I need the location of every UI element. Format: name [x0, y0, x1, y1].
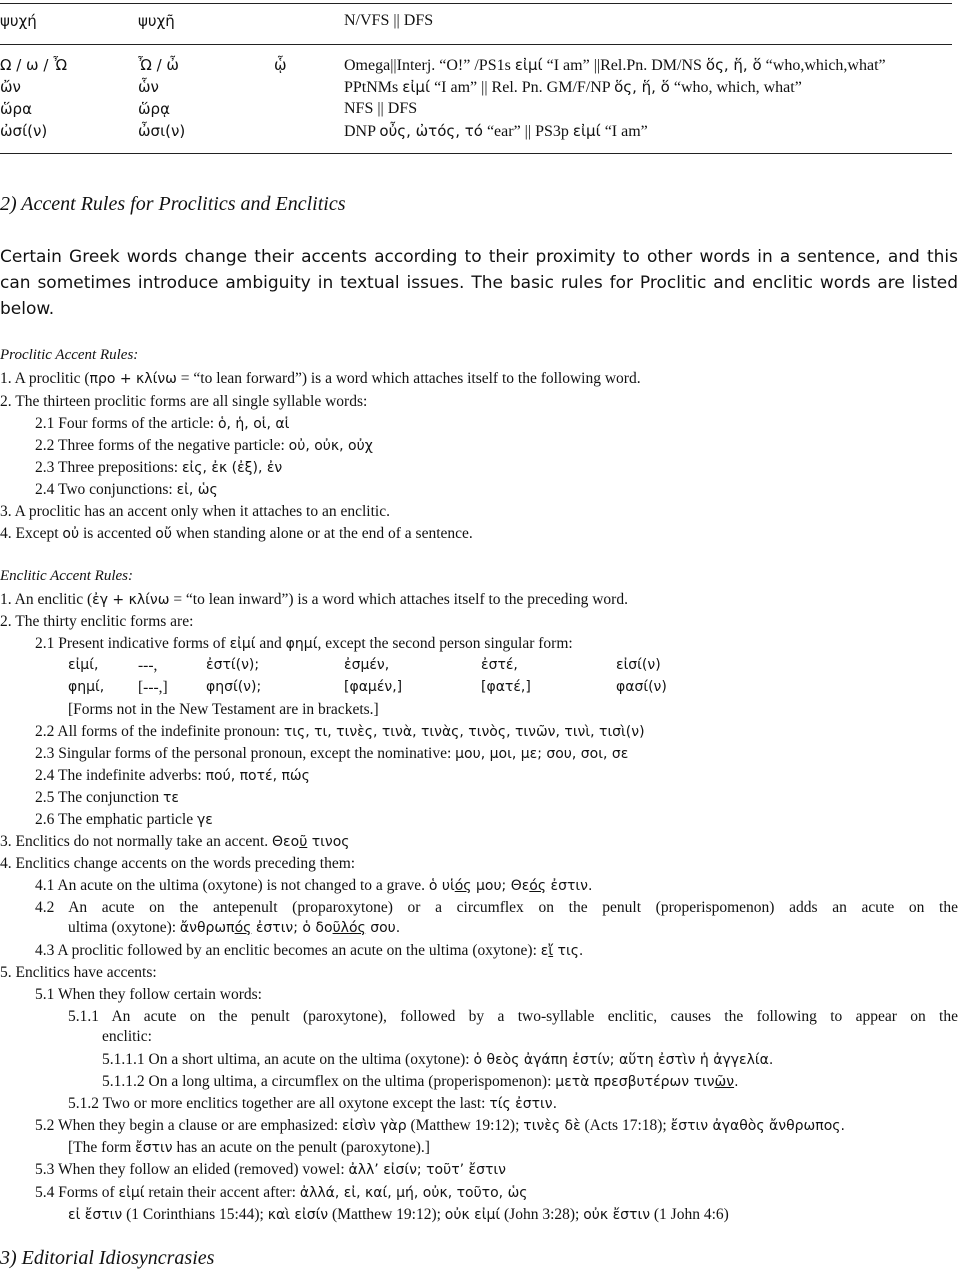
greek-text: ἄνθρωπ — [179, 920, 235, 936]
greek-text: ὁ υἱ — [428, 878, 455, 894]
section-heading: 3) Editorial Idiosyncrasies — [0, 1247, 215, 1269]
lexicon-form: ψυχῆ — [138, 12, 175, 30]
greek-text: προ + κλίνω — [89, 371, 177, 387]
text: 5.1.2 Two or more enclitics together are all oxytone except the last: — [68, 1095, 490, 1112]
text: 2.1 Four forms of the article: — [35, 415, 218, 432]
text: 5.4 Forms of — [35, 1184, 119, 1201]
text: (1 Corinthians 15:44); — [122, 1206, 268, 1223]
bracket-note: [Forms not in the New Testament are in brackets.] — [68, 701, 379, 718]
enclitic-rule-2-3 — [35, 745, 628, 763]
text: “I am” ||Rel.Pn. DM/NS — [542, 57, 706, 74]
lexicon-word: ψυχή — [0, 12, 37, 30]
enclitic-rule-5-2-note — [68, 1139, 430, 1157]
greek-text: πού, ποτέ, πώς — [205, 768, 310, 784]
greek-text: εἰμί — [572, 122, 601, 140]
greek-text: εἰμί — [402, 78, 431, 96]
greek-text: ὁ, ἡ, οἱ, αἱ — [217, 416, 290, 432]
enclitic-rule-4-2: 4.2 An acute on the antepenult (proparoxytone) or a circumflex on the penult (properispomenon) adds an acute on the — [35, 899, 958, 916]
greek-text: ἴ — [548, 943, 554, 959]
table-cell: ἐσμέν, — [344, 657, 390, 673]
table-cell: ἐστί(ν); — [206, 657, 260, 673]
lexicon-parsing — [344, 78, 802, 97]
enclitic-rule-5-4-examples — [68, 1206, 729, 1224]
text: 2.6 The emphatic particle — [35, 811, 197, 828]
lexicon-form: ὧν — [138, 78, 159, 96]
greek-text: ἀλλ’ εἰσίν; τοῦτ’ ἔστιν — [348, 1162, 506, 1178]
text: 4.1 An acute on the ultima (oxytone) is not changed to a grave. — [35, 877, 429, 894]
proclitic-rule-2-4 — [35, 481, 218, 499]
greek-text: ἀλλά, εἰ, καί, μή, οὐκ, τοῦτο, ὡς — [299, 1185, 528, 1201]
greek-text: μου; Θε — [471, 878, 530, 894]
greek-text: τις. — [553, 943, 584, 959]
text: (Matthew 19:12); — [328, 1206, 445, 1223]
greek-text: εἰμί — [514, 56, 543, 74]
enclitic-rule-5-3 — [35, 1161, 506, 1179]
greek-text: τινὲς δὲ — [523, 1118, 581, 1134]
greek-text: τινος — [307, 834, 350, 850]
lexicon-word: Ω / ω / Ὦ — [0, 56, 68, 74]
enclitic-rule-2-4 — [35, 767, 310, 785]
text: 4.3 A proclitic followed by an enclitic becomes an acute on the ultima (oxytone): — [35, 942, 541, 959]
enclitic-rule-4-1 — [35, 877, 592, 895]
table-cell: ἐστέ, — [481, 657, 518, 673]
lexicon-word: ὤν — [0, 78, 21, 96]
enclitic-rule-5-4 — [35, 1184, 528, 1202]
text: 1. An enclitic ( — [0, 591, 93, 608]
text: 5.1.1.2 On a long ultima, a circumflex on the ultima (properispomenon): — [102, 1073, 556, 1090]
proclitic-rule-2-1 — [35, 415, 289, 433]
text: 2.3 Singular forms of the personal pronoun, except the nominative: — [35, 745, 456, 762]
text: DNP — [344, 123, 380, 140]
greek-text: τίς ἐστιν. — [489, 1096, 558, 1112]
text: 1. A proclitic ( — [0, 370, 90, 387]
greek-text: γε — [196, 812, 213, 828]
text: “I am” || Rel. Pn. GM/F/NP — [430, 79, 615, 96]
lexicon-form: Ὦ / ὦ — [138, 56, 179, 74]
text: 2.5 The conjunction — [35, 789, 163, 806]
enclitic-rule-1 — [0, 591, 628, 609]
greek-text: ὁ θεὸς ἀγάπη ἐστίν; αὕτη ἐστὶν ἡ ἀγγελία. — [473, 1052, 774, 1068]
enclitic-rule-5-1-1-1 — [102, 1051, 773, 1069]
greek-text: ὅς, ἥ, ὅ — [614, 78, 670, 96]
enclitic-rule-5-1-1-2 — [102, 1073, 739, 1091]
greek-text: τις, τι, τινὲς, τινὰ, τινὰς, τινὸς, τινῶν, τινὶ, τισὶ(ν) — [283, 724, 645, 740]
lexicon-parsing — [344, 56, 886, 75]
table-cell: εἰσί(ν) — [616, 657, 661, 673]
greek-text: οὔ — [155, 526, 172, 542]
text: has an acute on the penult (paroxytone).] — [172, 1139, 430, 1156]
greek-text: εἰς, ἐκ (ἐξ), ἐν — [181, 460, 283, 476]
text: 2.4 The indefinite adverbs: — [35, 767, 206, 784]
greek-text: οὐ — [62, 526, 80, 542]
greek-text: εἰ, ὡς — [176, 482, 218, 498]
text: = “to lean forward”) is a word which attaches itself to the following word. — [176, 370, 641, 387]
proclitic-rule-2-2 — [35, 437, 373, 455]
table-cell: φημί, — [68, 679, 105, 695]
text: 4. Except — [0, 525, 63, 542]
table-cell: [φατέ,] — [481, 679, 531, 695]
greek-text: οὖς, ὠτός, τό — [379, 122, 483, 140]
text: (John 3:28); — [500, 1206, 584, 1223]
enclitic-rule-5-1-2 — [68, 1095, 557, 1113]
greek-text: ός — [454, 878, 472, 894]
greek-text: οὐκ εἰμί — [444, 1207, 501, 1223]
greek-text: ἔστιν ἀγαθὸς ἄνθρωπος. — [670, 1118, 845, 1134]
greek-text: . — [734, 1074, 739, 1090]
greek-text: ἐστιν; ὁ δο — [251, 920, 333, 936]
enclitic-rule-5-1-1: 5.1.1 An acute on the penult (paroxytone), followed by a two-syllable enclitic, causes the following to appear on the — [68, 1008, 958, 1025]
text: , except the second person singular form: — [317, 635, 573, 652]
greek-text: μετὰ πρεσβυτέρων τιν — [555, 1074, 715, 1090]
greek-text: μου, μοι, με; σου, σοι, σε — [455, 746, 629, 762]
text: (1 John 4:6) — [650, 1206, 729, 1223]
text: 3. Enclitics do not normally take an accent. — [0, 833, 273, 850]
lexicon-form: ὥρᾳ — [138, 100, 170, 118]
table-cell: εἰμί, — [68, 657, 99, 673]
section-heading: 2) Accent Rules for Proclitics and Enclitics — [0, 193, 346, 215]
text: when standing alone or at the end of a sentence. — [171, 525, 473, 542]
table-cell: φησί(ν); — [206, 679, 262, 695]
lexicon-word: ὥρα — [0, 100, 32, 118]
lexicon-rule — [0, 44, 952, 45]
enclitic-rule-4-3 — [35, 942, 583, 960]
greek-text: τε — [163, 790, 179, 806]
enclitic-rule-5-1: 5.1 When they follow certain words: — [35, 986, 262, 1003]
greek-text: ός — [234, 920, 252, 936]
greek-text: ἐγ + κλίνω — [92, 592, 170, 608]
proclitic-rule-4 — [0, 525, 473, 543]
text: 2.1 Present indicative forms of — [35, 635, 230, 652]
proclitic-rule-2: 2. The thirteen proclitic forms are all single syllable words: — [0, 393, 368, 410]
greek-text: ἐστιν. — [546, 878, 593, 894]
proclitic-heading: Proclitic Accent Rules: — [0, 347, 139, 363]
table-cell: [---,] — [138, 679, 168, 696]
lexicon-bottom-rule — [0, 153, 952, 154]
greek-text: ἔστιν — [135, 1140, 173, 1156]
greek-text: οὐκ ἔστιν — [583, 1207, 651, 1223]
enclitic-rule-4: 4. Enclitics change accents on the words preceding them: — [0, 855, 356, 872]
table-cell: [φαμέν,] — [344, 679, 403, 695]
greek-text: οὐ, οὐκ, οὐχ — [288, 438, 373, 454]
enclitic-rule-2-5 — [35, 789, 179, 807]
lexicon-parsing: N/VFS || DFS — [344, 12, 434, 29]
enclitic-heading: Enclitic Accent Rules: — [0, 568, 134, 584]
enclitic-rule-4-2-cont — [68, 919, 400, 937]
enclitic-rule-5-1-1-cont: enclitic: — [102, 1028, 152, 1045]
greek-text: σου. — [365, 920, 401, 936]
proclitic-rule-3: 3. A proclitic has an accent only when it attaches to an enclitic. — [0, 503, 390, 520]
text: 2.2 All forms of the indefinite pronoun: — [35, 723, 284, 740]
greek-text: ός — [529, 878, 547, 894]
text: = “to lean inward”) is a word which attaches itself to the preceding word. — [169, 591, 628, 608]
intro-paragraph: Certain Greek words change their accents according to their proximity to other words in a sentence, and this can sometimes introduce ambiguity in textual issues. The basic rules for Proclitic and enclitic words are listed below. — [0, 247, 958, 319]
text: (Acts 17:18); — [580, 1117, 671, 1134]
lexicon-form: ὦσι(ν) — [138, 122, 186, 140]
text: “ear” || PS3p — [482, 123, 573, 140]
greek-text: καὶ εἰσίν — [267, 1207, 329, 1223]
greek-text: εἰσὶν γὰρ — [342, 1118, 407, 1134]
text: 5.1.1.1 On a short ultima, an acute on the ultima (oxytone): — [102, 1051, 474, 1068]
table-cell: φασί(ν) — [616, 679, 667, 695]
lexicon-word: ὠσί(ν) — [0, 122, 48, 140]
text: PPtNMs — [344, 79, 403, 96]
lexicon-parsing — [344, 122, 648, 141]
proclitic-rule-1 — [0, 370, 641, 388]
top-rule — [0, 3, 952, 4]
text: 5.3 When they follow an elided (removed) vowel: — [35, 1161, 349, 1178]
lexicon-form-alt: ᾧ — [274, 56, 287, 74]
text: “who, which, what” — [669, 79, 802, 96]
text: 2.4 Two conjunctions: — [35, 481, 177, 498]
text: (Matthew 19:12); — [406, 1117, 524, 1134]
greek-text: εἰμί — [118, 1185, 145, 1201]
text: is accented — [79, 525, 156, 542]
text: ultima (oxytone): — [68, 919, 180, 936]
text: 5.2 When they begin a clause or are emphasized: — [35, 1117, 343, 1134]
greek-text: ῶν — [714, 1074, 735, 1090]
text: “I am” — [600, 123, 648, 140]
greek-text: ῦλός — [332, 920, 366, 936]
lexicon-parsing: NFS || DFS — [344, 100, 418, 117]
text: retain their accent after: — [144, 1184, 300, 1201]
enclitic-rule-2: 2. The thirty enclitic forms are: — [0, 613, 194, 630]
proclitic-rule-2-3 — [35, 459, 282, 477]
text: and — [255, 635, 286, 652]
enclitic-rule-2-2 — [35, 723, 645, 741]
greek-text: ῦ — [299, 834, 308, 850]
enclitic-rule-5-2 — [35, 1117, 845, 1135]
text: 2.2 Three forms of the negative particle: — [35, 437, 289, 454]
table-cell: ---, — [138, 657, 158, 674]
enclitic-rule-2-6 — [35, 811, 213, 829]
text: [The form — [68, 1139, 136, 1156]
text: “who,which,what” — [761, 57, 886, 74]
text: 2.3 Three prepositions: — [35, 459, 182, 476]
greek-text: Θεο — [272, 834, 300, 850]
greek-text: ὅς, ἥ, ὅ — [705, 56, 762, 74]
enclitic-rule-3 — [0, 833, 350, 851]
greek-text: εἰ ἔστιν — [68, 1207, 123, 1223]
greek-text: εἰμί — [229, 636, 256, 652]
enclitic-rule-2-1 — [35, 635, 573, 653]
text: Omega||Interj. “O!” /PS1s — [344, 57, 515, 74]
enclitic-rule-5: 5. Enclitics have accents: — [0, 964, 157, 981]
greek-text: φημί — [285, 636, 318, 652]
greek-text: ε — [540, 943, 549, 959]
